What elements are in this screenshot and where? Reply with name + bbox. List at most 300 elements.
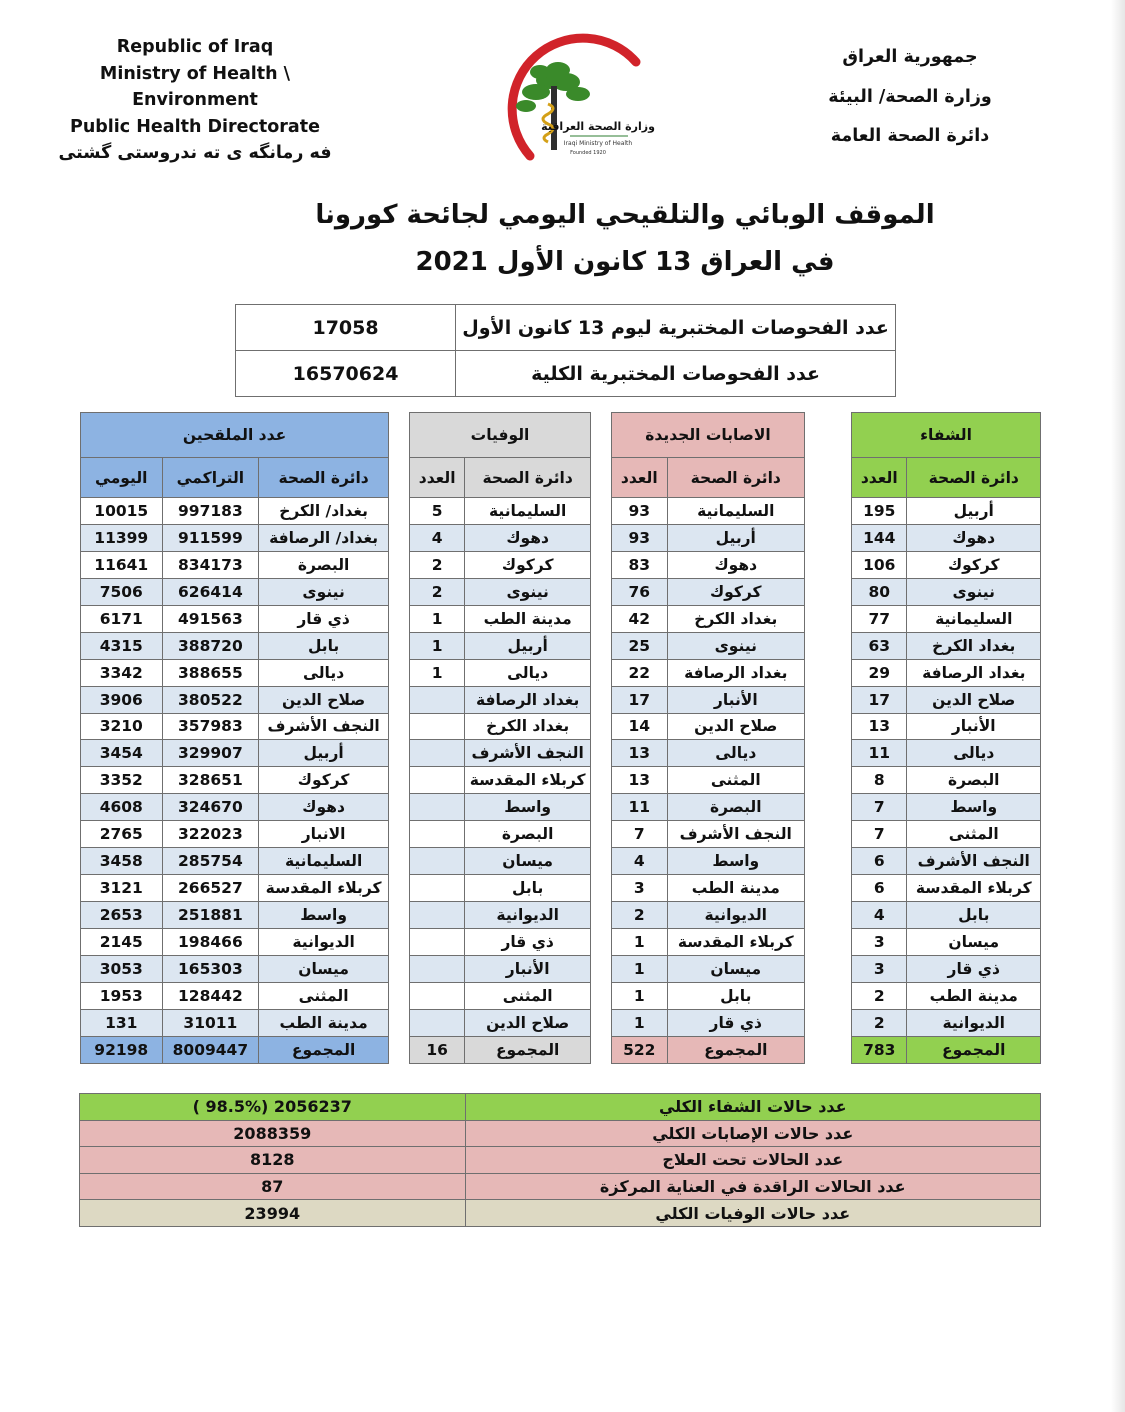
recovery-dept-cell: النجف الأشرف	[907, 848, 1041, 875]
vaccinated-dept-cell: كربلاء المقدسة	[259, 875, 389, 902]
deaths-table-title: الوفيات	[410, 413, 591, 458]
vaccinated-cumulative-cell: 388655	[162, 659, 259, 686]
new-cases-table-title: الاصابات الجديدة	[612, 413, 805, 458]
new-cases-row	[612, 848, 805, 875]
vaccinated-daily-cell: 2765	[81, 821, 163, 848]
recovery-count-cell: 7	[852, 794, 907, 821]
summary-value-cell: 8128	[80, 1147, 466, 1174]
vaccinated-cumulative-cell: 328651	[162, 767, 259, 794]
deaths-row	[410, 632, 591, 659]
vaccinated-cumulative-cell: 626414	[162, 578, 259, 605]
header-ar-line-3: دائرة الصحة العامة	[830, 126, 990, 146]
recovery-dept-cell: واسط	[907, 794, 1041, 821]
vaccinated-row	[81, 632, 389, 659]
new-cases-row	[612, 578, 805, 605]
recovery-row	[852, 740, 1041, 767]
deaths-row	[410, 767, 591, 794]
svg-text:وزارة الصحة العراقية: وزارة الصحة العراقية	[541, 120, 655, 133]
vaccinated-row	[81, 848, 389, 875]
new-cases-table	[611, 412, 805, 1064]
recovery-col-dept: دائرة الصحة	[907, 458, 1041, 498]
vaccinated-col-daily: اليومي	[81, 458, 163, 498]
deaths-row	[410, 982, 591, 1009]
new-cases-dept-cell: بغداد الكرخ	[667, 605, 804, 632]
vaccinated-dept-cell: الديوانية	[259, 929, 389, 956]
recovery-row	[852, 551, 1041, 578]
deaths-dept-cell: نينوى	[465, 578, 591, 605]
deaths-dept-cell: بغداد الرصافة	[465, 686, 591, 713]
recovery-row	[852, 686, 1041, 713]
deaths-total-value: 16	[410, 1036, 465, 1063]
deaths-count-cell	[410, 713, 465, 740]
recovery-dept-cell: ميسان	[907, 929, 1041, 956]
new-cases-count-cell: 2	[612, 902, 668, 929]
recovery-row	[852, 767, 1041, 794]
new-cases-row	[612, 713, 805, 740]
lab-tests-value: 16570624	[236, 351, 456, 397]
new-cases-dept-cell: بابل	[667, 982, 804, 1009]
new-cases-row	[612, 821, 805, 848]
deaths-count-cell: 5	[410, 498, 465, 525]
recovery-row	[852, 955, 1041, 982]
recovery-count-cell: 2	[852, 1009, 907, 1036]
recovery-dept-cell: الأنبار	[907, 713, 1041, 740]
deaths-dept-cell: أربيل	[465, 632, 591, 659]
vaccinated-daily-cell: 1953	[81, 982, 163, 1009]
vaccinated-daily-cell: 3210	[81, 713, 163, 740]
lab-tests-table	[235, 304, 896, 397]
deaths-row	[410, 875, 591, 902]
vaccinated-dept-cell: النجف الأشرف	[259, 713, 389, 740]
deaths-dept-cell: كربلاء المقدسة	[465, 767, 591, 794]
new-cases-row	[612, 686, 805, 713]
deaths-row	[410, 659, 591, 686]
deaths-dept-cell: السليمانية	[465, 498, 591, 525]
vaccinated-daily-cell: 3053	[81, 955, 163, 982]
vaccinated-daily-cell: 7506	[81, 578, 163, 605]
vaccinated-col-dept: دائرة الصحة	[259, 458, 389, 498]
vaccinated-daily-cell: 3352	[81, 767, 163, 794]
header-arabic	[812, 38, 1008, 157]
recovery-dept-cell: دهوك	[907, 524, 1041, 551]
vaccinated-cumulative-cell: 128442	[162, 982, 259, 1009]
new-cases-dept-cell: صلاح الدين	[667, 713, 804, 740]
vaccinated-row	[81, 929, 389, 956]
recovery-dept-cell: كربلاء المقدسة	[907, 875, 1041, 902]
recovery-row	[852, 713, 1041, 740]
deaths-row	[410, 794, 591, 821]
vaccinated-row	[81, 740, 389, 767]
deaths-dept-cell: بابل	[465, 875, 591, 902]
recovery-row	[852, 821, 1041, 848]
vaccinated-dept-cell: بابل	[259, 632, 389, 659]
deaths-total-label: المجموع	[465, 1036, 591, 1063]
vaccinated-row	[81, 713, 389, 740]
vaccinated-row	[81, 524, 389, 551]
deaths-count-cell: 1	[410, 659, 465, 686]
new-cases-count-cell: 93	[612, 524, 668, 551]
recovery-dept-cell: أربيل	[907, 498, 1041, 525]
new-cases-dept-cell: نينوى	[667, 632, 804, 659]
recovery-col-count: العدد	[852, 458, 907, 498]
new-cases-dept-cell: دهوك	[667, 551, 804, 578]
vaccinated-dept-cell: صلاح الدين	[259, 686, 389, 713]
new-cases-dept-cell: كركوك	[667, 578, 804, 605]
new-cases-row	[612, 767, 805, 794]
deaths-count-cell	[410, 821, 465, 848]
vaccinated-row	[81, 875, 389, 902]
recovery-row	[852, 848, 1041, 875]
deaths-col-dept: دائرة الصحة	[465, 458, 591, 498]
vaccinated-daily-cell: 4315	[81, 632, 163, 659]
vaccinated-cumulative-cell: 357983	[162, 713, 259, 740]
deaths-dept-cell: ذي قار	[465, 929, 591, 956]
recovery-row	[852, 902, 1041, 929]
new-cases-count-cell: 13	[612, 740, 668, 767]
recovery-count-cell: 106	[852, 551, 907, 578]
recovery-row	[852, 659, 1041, 686]
vaccinated-cumulative-cell: 491563	[162, 605, 259, 632]
deaths-dept-cell: الأنبار	[465, 955, 591, 982]
summary-row	[80, 1147, 1041, 1174]
summary-value-cell: 87	[80, 1173, 466, 1200]
new-cases-count-cell: 83	[612, 551, 668, 578]
vaccinated-row	[81, 982, 389, 1009]
new-cases-count-cell: 14	[612, 713, 668, 740]
vaccinated-cumulative-cell: 329907	[162, 740, 259, 767]
summary-row	[80, 1173, 1041, 1200]
deaths-count-cell	[410, 686, 465, 713]
vaccinated-daily-cell: 6171	[81, 605, 163, 632]
deaths-row	[410, 1009, 591, 1036]
report-title-line-1: الموقف الوبائي والتلقيحي اليومي لجائحة كورونا	[315, 200, 935, 230]
new-cases-dept-cell: الأنبار	[667, 686, 804, 713]
vaccinated-cumulative-cell: 31011	[162, 1009, 259, 1036]
new-cases-dept-cell: واسط	[667, 848, 804, 875]
vaccinated-daily-cell: 10015	[81, 498, 163, 525]
ministry-logo	[474, 20, 666, 182]
deaths-row	[410, 686, 591, 713]
vaccinated-dept-cell: كركوك	[259, 767, 389, 794]
summary-label-cell: عدد حالات الوفيات الكلي	[465, 1200, 1040, 1227]
new-cases-count-cell: 76	[612, 578, 668, 605]
vaccinated-dept-cell: بغداد/ الكرخ	[259, 498, 389, 525]
new-cases-count-cell: 1	[612, 1009, 668, 1036]
recovery-dept-cell: السليمانية	[907, 605, 1041, 632]
new-cases-total-label: المجموع	[667, 1036, 804, 1063]
vaccinated-row	[81, 578, 389, 605]
vaccinated-daily-cell: 3342	[81, 659, 163, 686]
recovery-dept-cell: نينوى	[907, 578, 1041, 605]
recovery-count-cell: 6	[852, 848, 907, 875]
summary-value-cell: ( 98.5%) 2056237	[80, 1094, 466, 1121]
vaccinated-cumulative-cell: 198466	[162, 929, 259, 956]
new-cases-dept-cell: السليمانية	[667, 498, 804, 525]
vaccinated-dept-cell: أربيل	[259, 740, 389, 767]
new-cases-dept-cell: أربيل	[667, 524, 804, 551]
new-cases-dept-cell: ديالى	[667, 740, 804, 767]
new-cases-count-cell: 11	[612, 794, 668, 821]
vaccinated-dept-cell: البصرة	[259, 551, 389, 578]
new-cases-count-cell: 17	[612, 686, 668, 713]
vaccinated-total-cumulative: 8009447	[162, 1036, 259, 1063]
vaccinated-dept-cell: ذي قار	[259, 605, 389, 632]
recovery-count-cell: 63	[852, 632, 907, 659]
new-cases-dept-cell: بغداد الرصافة	[667, 659, 804, 686]
new-cases-dept-cell: مدينة الطب	[667, 875, 804, 902]
vaccinated-dept-cell: مدينة الطب	[259, 1009, 389, 1036]
recovery-count-cell: 195	[852, 498, 907, 525]
new-cases-col-dept: دائرة الصحة	[667, 458, 804, 498]
new-cases-count-cell: 13	[612, 767, 668, 794]
deaths-count-cell	[410, 955, 465, 982]
vaccinated-cumulative-cell: 266527	[162, 875, 259, 902]
new-cases-count-cell: 42	[612, 605, 668, 632]
deaths-dept-cell: كركوك	[465, 551, 591, 578]
vaccinated-daily-cell: 11399	[81, 524, 163, 551]
vaccinated-cumulative-cell: 380522	[162, 686, 259, 713]
svg-text:Iraqi Ministry of Health: Iraqi Ministry of Health	[563, 140, 633, 147]
deaths-row	[410, 605, 591, 632]
new-cases-row	[612, 1009, 805, 1036]
recovery-table-title: الشفاء	[852, 413, 1041, 458]
vaccinated-row	[81, 659, 389, 686]
deaths-dept-cell: صلاح الدين	[465, 1009, 591, 1036]
deaths-table	[409, 412, 591, 1064]
header-en-line-2: Ministry of Health \ Environment	[99, 63, 291, 110]
new-cases-row	[612, 955, 805, 982]
new-cases-count-cell: 7	[612, 821, 668, 848]
new-cases-count-cell: 25	[612, 632, 668, 659]
vaccinated-cumulative-cell: 834173	[162, 551, 259, 578]
vaccinated-cumulative-cell: 322023	[162, 821, 259, 848]
new-cases-dept-cell: كربلاء المقدسة	[667, 929, 804, 956]
deaths-dept-cell: النجف الأشرف	[465, 740, 591, 767]
vaccinated-cumulative-cell: 285754	[162, 848, 259, 875]
recovery-count-cell: 17	[852, 686, 907, 713]
recovery-dept-cell: المثنى	[907, 821, 1041, 848]
header-en-line-1: Republic of Iraq	[116, 37, 274, 57]
recovery-dept-cell: بغداد الكرخ	[907, 632, 1041, 659]
lab-tests-label: عدد الفحوصات المختبرية ليوم 13 كانون الأول	[456, 305, 896, 351]
vaccinated-dept-cell: الانبار	[259, 821, 389, 848]
recovery-count-cell: 8	[852, 767, 907, 794]
new-cases-dept-cell: النجف الأشرف	[667, 821, 804, 848]
lab-tests-row	[236, 305, 896, 351]
recovery-count-cell: 3	[852, 929, 907, 956]
deaths-count-cell	[410, 982, 465, 1009]
new-cases-dept-cell: ذي قار	[667, 1009, 804, 1036]
vaccinated-dept-cell: المثنى	[259, 982, 389, 1009]
deaths-count-cell: 2	[410, 551, 465, 578]
new-cases-row	[612, 605, 805, 632]
recovery-total-value: 783	[852, 1036, 907, 1063]
recovery-row	[852, 875, 1041, 902]
deaths-row	[410, 740, 591, 767]
vaccinated-row	[81, 605, 389, 632]
deaths-count-cell: 2	[410, 578, 465, 605]
deaths-count-cell	[410, 848, 465, 875]
vaccinated-row	[81, 902, 389, 929]
recovery-row	[852, 929, 1041, 956]
lab-tests-row	[236, 351, 896, 397]
new-cases-count-cell: 4	[612, 848, 668, 875]
deaths-dept-cell: الديوانية	[465, 902, 591, 929]
recovery-count-cell: 4	[852, 902, 907, 929]
vaccinated-total-daily: 92198	[81, 1036, 163, 1063]
report-title	[200, 192, 1050, 286]
vaccinated-cumulative-cell: 997183	[162, 498, 259, 525]
new-cases-dept-cell: الديوانية	[667, 902, 804, 929]
vaccinated-daily-cell: 11641	[81, 551, 163, 578]
new-cases-count-cell: 93	[612, 498, 668, 525]
summary-value-cell: 2088359	[80, 1120, 466, 1147]
recovery-row	[852, 982, 1041, 1009]
vaccinated-dept-cell: ديالى	[259, 659, 389, 686]
recovery-dept-cell: ذي قار	[907, 955, 1041, 982]
summary-table	[79, 1093, 1041, 1227]
new-cases-row	[612, 740, 805, 767]
vaccinated-daily-cell: 2653	[81, 902, 163, 929]
deaths-row	[410, 848, 591, 875]
vaccinated-daily-cell: 4608	[81, 794, 163, 821]
deaths-dept-cell: البصرة	[465, 821, 591, 848]
lab-tests-value: 17058	[236, 305, 456, 351]
vaccinated-total-label: المجموع	[259, 1036, 389, 1063]
deaths-row	[410, 524, 591, 551]
vaccinated-daily-cell: 3454	[81, 740, 163, 767]
deaths-count-cell	[410, 1009, 465, 1036]
svg-text:Founded 1920: Founded 1920	[570, 150, 606, 156]
vaccinated-row	[81, 551, 389, 578]
deaths-dept-cell: ديالى	[465, 659, 591, 686]
deaths-dept-cell: المثنى	[465, 982, 591, 1009]
recovery-dept-cell: بابل	[907, 902, 1041, 929]
summary-label-cell: عدد حالات الشفاء الكلي	[465, 1094, 1040, 1121]
vaccinated-table-title: عدد الملقحين	[81, 413, 389, 458]
deaths-row	[410, 955, 591, 982]
deaths-dept-cell: بغداد الكرخ	[465, 713, 591, 740]
new-cases-row	[612, 929, 805, 956]
vaccinated-daily-cell: 131	[81, 1009, 163, 1036]
deaths-row	[410, 929, 591, 956]
new-cases-total-value: 522	[612, 1036, 668, 1063]
vaccinated-dept-cell: نينوى	[259, 578, 389, 605]
new-cases-count-cell: 22	[612, 659, 668, 686]
report-title-line-2: في العراق 13 كانون الأول 2021	[415, 247, 835, 277]
deaths-dept-cell: ميسان	[465, 848, 591, 875]
deaths-count-cell	[410, 794, 465, 821]
summary-value-cell: 23994	[80, 1200, 466, 1227]
new-cases-row	[612, 875, 805, 902]
vaccinated-row	[81, 955, 389, 982]
new-cases-row	[612, 632, 805, 659]
vaccinated-row	[81, 686, 389, 713]
vaccinated-row	[81, 821, 389, 848]
deaths-count-cell: 1	[410, 605, 465, 632]
recovery-row	[852, 605, 1041, 632]
new-cases-count-cell: 1	[612, 929, 668, 956]
deaths-col-count: العدد	[410, 458, 465, 498]
summary-label-cell: عدد حالات الإصابات الكلي	[465, 1120, 1040, 1147]
deaths-count-cell	[410, 929, 465, 956]
summary-row	[80, 1094, 1041, 1121]
new-cases-row	[612, 902, 805, 929]
deaths-count-cell: 4	[410, 524, 465, 551]
recovery-count-cell: 3	[852, 955, 907, 982]
deaths-count-cell	[410, 902, 465, 929]
recovery-count-cell: 144	[852, 524, 907, 551]
new-cases-row	[612, 524, 805, 551]
deaths-row	[410, 551, 591, 578]
deaths-row	[410, 713, 591, 740]
header-kurdish-line: فه رمانگه ی ته ندروستی گشتی	[58, 143, 332, 163]
vaccinated-daily-cell: 3458	[81, 848, 163, 875]
recovery-dept-cell: الديوانية	[907, 1009, 1041, 1036]
recovery-count-cell: 7	[852, 821, 907, 848]
header-ar-line-2: وزارة الصحة/ البيئة	[828, 86, 992, 107]
new-cases-count-cell: 3	[612, 875, 668, 902]
recovery-row	[852, 1009, 1041, 1036]
recovery-row	[852, 632, 1041, 659]
vaccinated-dept-cell: دهوك	[259, 794, 389, 821]
header-ar-line-1: جمهورية العراق	[842, 47, 978, 67]
new-cases-dept-cell: المثنى	[667, 767, 804, 794]
deaths-dept-cell: مدينة الطب	[465, 605, 591, 632]
summary-label-cell: عدد الحالات تحت العلاج	[465, 1147, 1040, 1174]
vaccinated-row	[81, 794, 389, 821]
vaccinated-table	[80, 412, 389, 1064]
header-en-line-3: Public Health Directorate	[70, 116, 320, 137]
recovery-dept-cell: كركوك	[907, 551, 1041, 578]
new-cases-row	[612, 551, 805, 578]
new-cases-row	[612, 982, 805, 1009]
recovery-row	[852, 578, 1041, 605]
vaccinated-row	[81, 1009, 389, 1036]
vaccinated-daily-cell: 2145	[81, 929, 163, 956]
new-cases-row	[612, 794, 805, 821]
logo-text	[541, 120, 655, 156]
summary-row	[80, 1120, 1041, 1147]
summary-label-cell: عدد الحالات الراقدة في العناية المركزة	[465, 1173, 1040, 1200]
vaccinated-daily-cell: 3121	[81, 875, 163, 902]
vaccinated-col-cumulative: التراكمي	[162, 458, 259, 498]
recovery-count-cell: 80	[852, 578, 907, 605]
recovery-count-cell: 29	[852, 659, 907, 686]
deaths-count-cell	[410, 767, 465, 794]
recovery-dept-cell: بغداد الرصافة	[907, 659, 1041, 686]
recovery-count-cell: 2	[852, 982, 907, 1009]
new-cases-dept-cell: ميسان	[667, 955, 804, 982]
vaccinated-row	[81, 498, 389, 525]
recovery-count-cell: 11	[852, 740, 907, 767]
recovery-table	[851, 412, 1041, 1064]
new-cases-row	[612, 498, 805, 525]
page-edge-shadow	[1111, 0, 1125, 1412]
vaccinated-cumulative-cell: 324670	[162, 794, 259, 821]
recovery-count-cell: 13	[852, 713, 907, 740]
recovery-dept-cell: مدينة الطب	[907, 982, 1041, 1009]
recovery-dept-cell: ديالى	[907, 740, 1041, 767]
vaccinated-daily-cell: 3906	[81, 686, 163, 713]
recovery-count-cell: 77	[852, 605, 907, 632]
recovery-dept-cell: صلاح الدين	[907, 686, 1041, 713]
header-english	[40, 34, 350, 167]
vaccinated-dept-cell: ميسان	[259, 955, 389, 982]
deaths-row	[410, 821, 591, 848]
recovery-count-cell: 6	[852, 875, 907, 902]
recovery-total-label: المجموع	[907, 1036, 1041, 1063]
